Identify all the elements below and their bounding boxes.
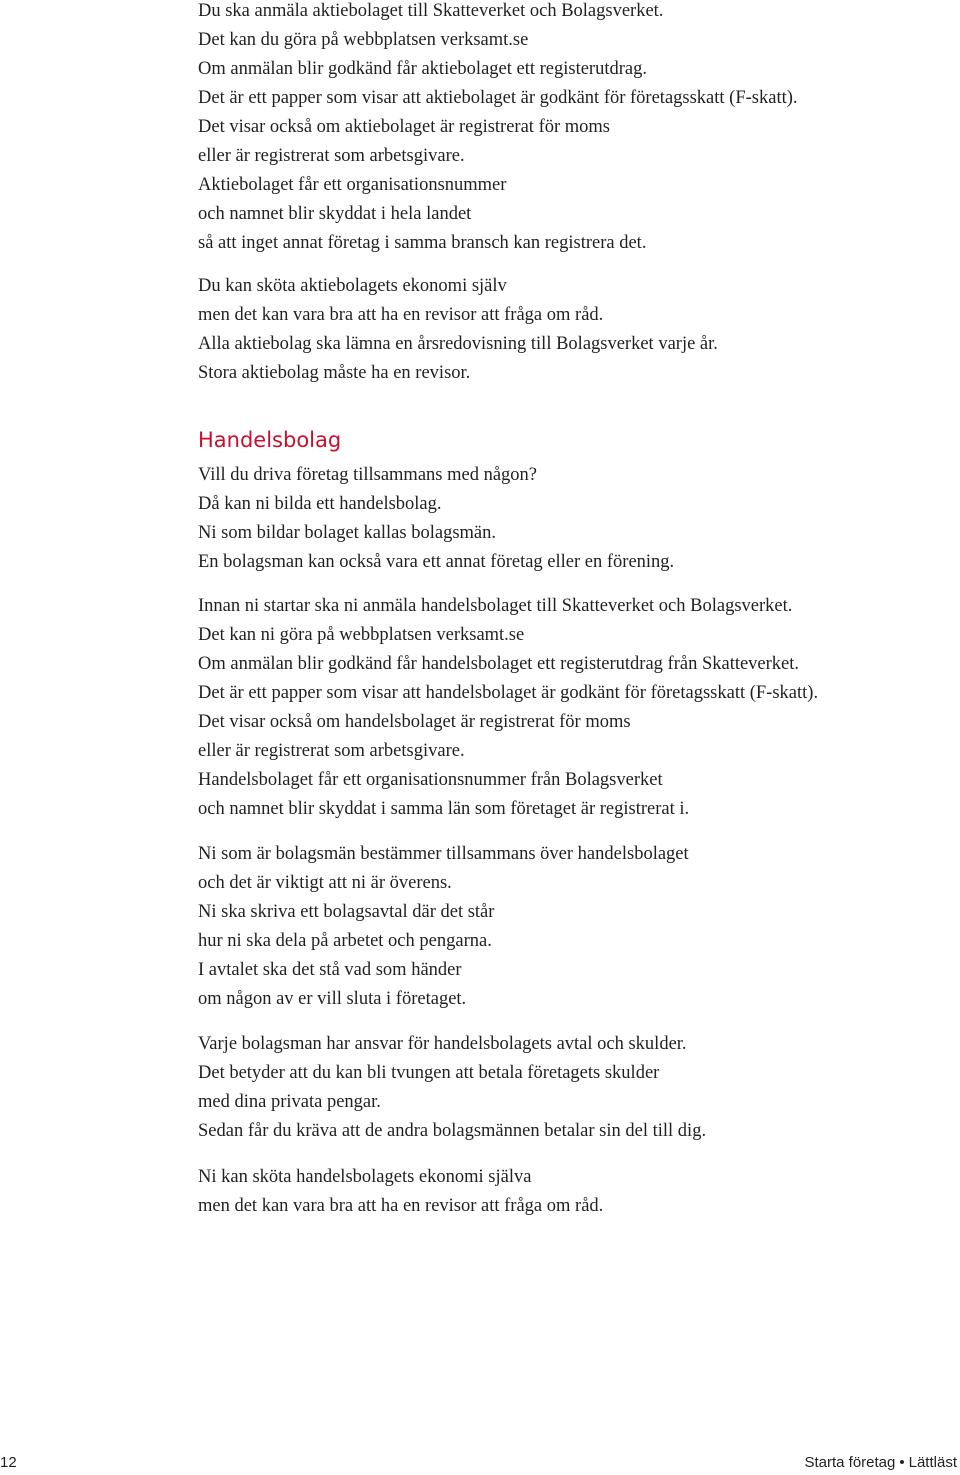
paragraph-handelsbolag-economy [198,1163,920,1221]
text-line: Aktiebolaget får ett organisationsnummer [198,175,507,195]
text-line: I avtalet ska det stå vad som händer [198,960,462,980]
paragraph-aktiebolag-registration [198,0,920,258]
text-line: men det kan vara bra att ha en revisor att fråga om råd. [198,305,604,325]
footer-title [804,1453,957,1473]
text-line: så att inget annat företag i samma bransch kan registrera det. [198,233,647,253]
text-line: Stora aktiebolag måste ha en revisor. [198,363,471,383]
text-line: om någon av er vill sluta i företaget. [198,989,467,1009]
text-line: och namnet blir skyddat i samma län som företaget är registrerat i. [198,799,690,819]
text-line: Du kan sköta aktiebolagets ekonomi själv [198,276,507,296]
text-line: eller är registrerat som arbetsgivare. [198,146,465,166]
text-line: eller är registrerat som arbetsgivare. [198,741,465,761]
paragraph-ansvar [198,1030,920,1146]
text-line: Det är ett papper som visar att aktiebolaget är godkänt för företagsskatt (F-skatt). [198,88,798,108]
text-line: hur ni ska dela på arbetet och pengarna. [198,931,492,951]
text-line: Ni som är bolagsmän bestämmer tillsammans över handelsbolaget [198,844,689,864]
paragraph-handelsbolag-registration [198,592,920,824]
paragraph-aktiebolag-economy [198,272,920,388]
text-line: Det betyder att du kan bli tvungen att betala företagets skulder [198,1063,660,1083]
section-heading-handelsbolag: Handelsbolag [198,428,342,452]
text-line: Ni ska skriva ett bolagsavtal där det står [198,902,495,922]
text-line: Det kan du göra på webbplatsen verksamt.se [198,30,529,50]
text-line: Alla aktiebolag ska lämna en årsredovisning till Bolagsverket varje år. [198,334,718,354]
footer-title-right: Lättläst [908,1454,957,1471]
text-line: och namnet blir skyddat i hela landet [198,204,472,224]
text-line: En bolagsman kan också vara ett annat företag eller en förening. [198,552,675,572]
text-line: och det är viktigt att ni är överens. [198,873,452,893]
text-line: men det kan vara bra att ha en revisor att fråga om råd. [198,1196,604,1216]
text-line: Handelsbolaget får ett organisationsnummer från Bolagsverket [198,770,663,790]
text-line: Det visar också om handelsbolaget är registrerat för moms [198,712,631,732]
footer-title-left: Starta företag [804,1454,896,1471]
text-line: Innan ni startar ska ni anmäla handelsbolaget till Skatteverket och Bolagsverket. [198,596,793,616]
paragraph-bolagsavtal [198,840,920,1014]
text-line: Det kan ni göra på webbplatsen verksamt.se [198,625,525,645]
text-line: Varje bolagsman har ansvar för handelsbolagets avtal och skulder. [198,1034,687,1054]
text-line: Det är ett papper som visar att handelsbolaget är godkänt för företagsskatt (F-skatt). [198,683,819,703]
text-line: Du ska anmäla aktiebolaget till Skatteverket och Bolagsverket. [198,1,664,21]
text-line: Om anmälan blir godkänd får handelsbolaget ett registerutdrag från Skatteverket. [198,654,800,674]
text-line: Då kan ni bilda ett handelsbolag. [198,494,442,514]
text-line: Om anmälan blir godkänd får aktiebolaget ett registerutdrag. [198,59,647,79]
paragraph-handelsbolag-intro [198,461,920,577]
text-line: med dina privata pengar. [198,1092,381,1112]
text-line: Vill du driva företag tillsammans med någon? [198,465,537,485]
text-line: Ni kan sköta handelsbolagets ekonomi själva [198,1167,532,1187]
text-line: Ni som bildar bolaget kallas bolagsmän. [198,523,496,543]
bullet-separator: • [899,1454,905,1471]
text-line: Sedan får du kräva att de andra bolagsmännen betalar sin del till dig. [198,1121,707,1141]
page-number: 12 [0,1454,17,1471]
text-line: Det visar också om aktiebolaget är registrerat för moms [198,117,610,137]
